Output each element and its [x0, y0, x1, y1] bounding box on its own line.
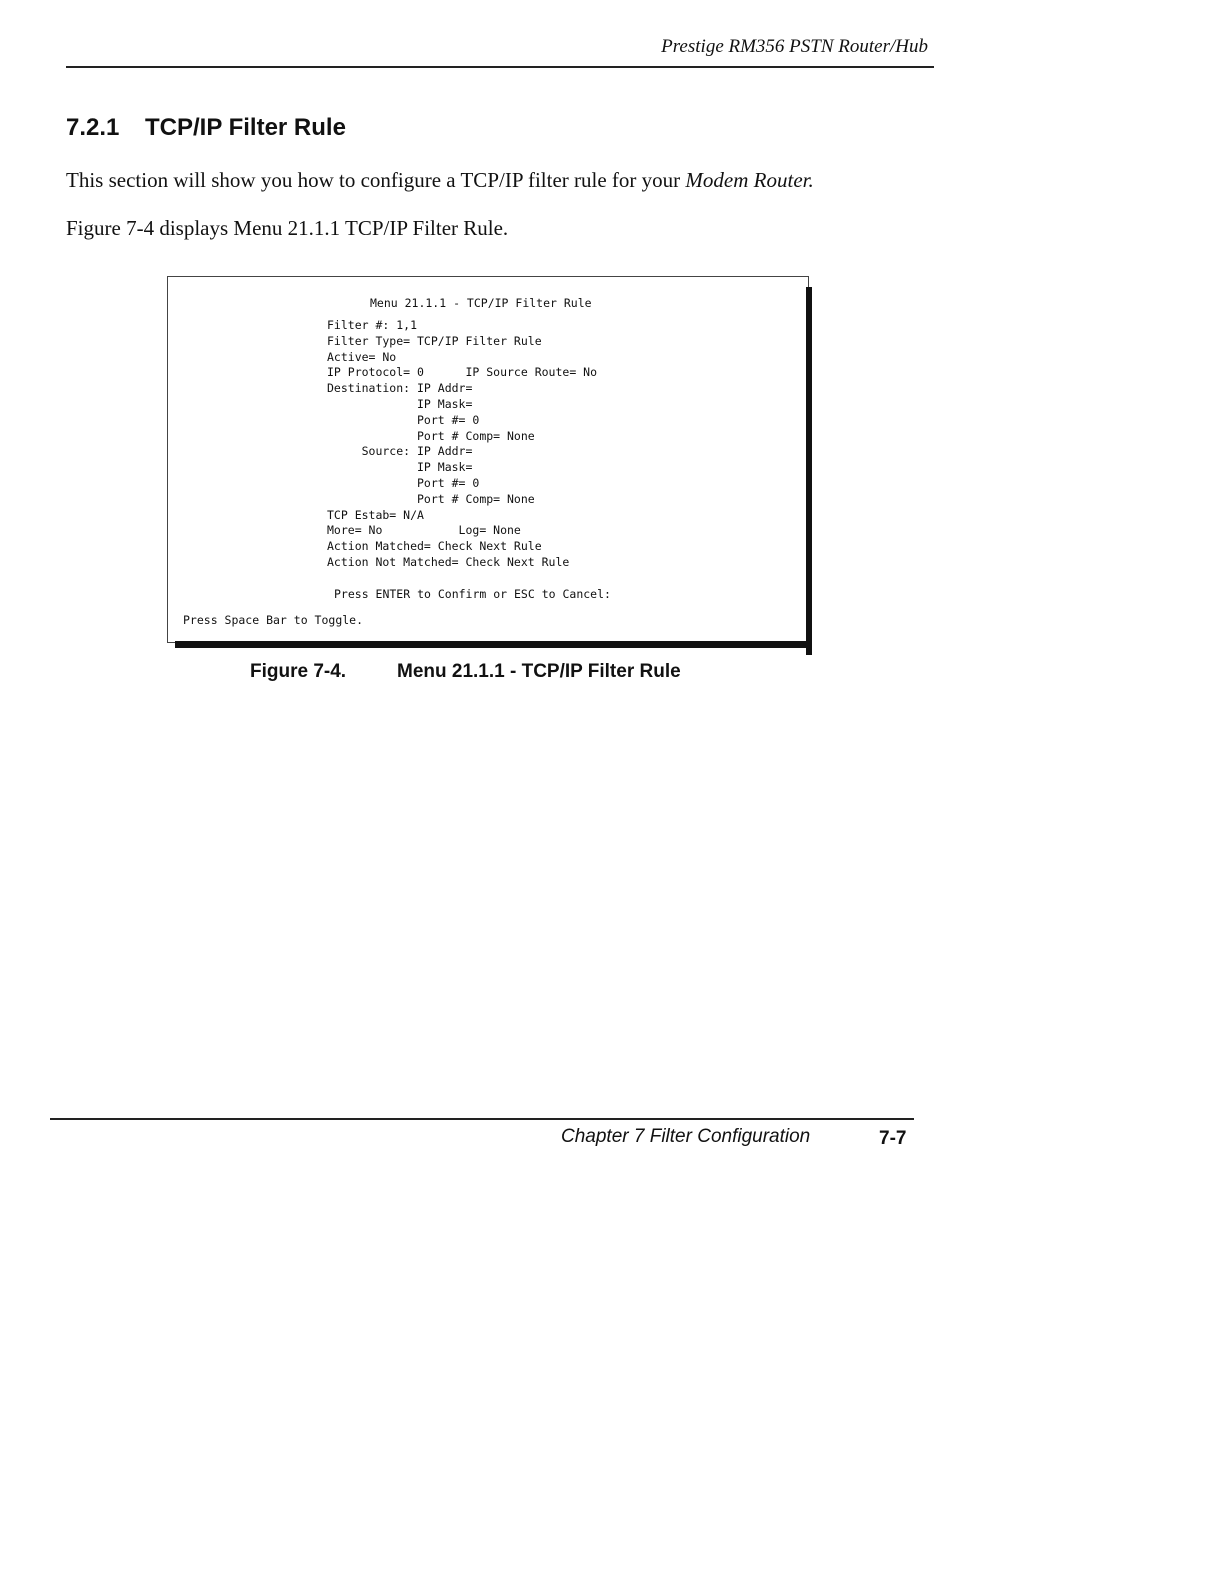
toggle-hint: Press Space Bar to Toggle.	[183, 613, 364, 627]
page-number: 7-7	[879, 1128, 907, 1149]
section-heading	[66, 114, 346, 142]
screen-shadow-right	[806, 287, 812, 655]
footer-rule	[50, 1118, 914, 1120]
menu-title: Menu 21.1.1 - TCP/IP Filter Rule	[370, 296, 592, 310]
intro-paragraph	[66, 168, 814, 193]
intro-text: This section will show you how to configure a TCP/IP filter rule for your	[66, 168, 686, 192]
figure-label: Figure 7-4.	[250, 661, 347, 682]
screen-shadow-bottom	[175, 641, 812, 648]
section-title: TCP/IP Filter Rule	[145, 114, 346, 141]
footer-chapter: Chapter 7 Filter Configuration	[561, 1126, 811, 1147]
header-rule	[66, 66, 934, 68]
confirm-prompt: Press ENTER to Confirm or ESC to Cancel:	[334, 587, 611, 601]
figure-caption: Menu 21.1.1 - TCP/IP Filter Rule	[397, 661, 681, 682]
filter-rule-fields: Filter #: 1,1 Filter Type= TCP/IP Filter Rule Active= No IP Protocol= 0 IP Source Route= No Destination: IP Addr= IP Mask= Port #= 0 Port # Comp= None Source: IP Addr= IP Mask= Port #= 0 Port # Comp= None TCP Estab= N/A More= No Log= None Action Matched= Check Next Rule Action Not Matched= Check Next Rule	[327, 318, 598, 569]
section-number: 7.2.1	[66, 114, 120, 141]
running-header: Prestige RM356 PSTN Router/Hub	[661, 36, 928, 57]
figure-reference-paragraph: Figure 7-4 displays Menu 21.1.1 TCP/IP Filter Rule.	[66, 216, 509, 240]
intro-emphasis: Modem Router.	[685, 168, 814, 192]
